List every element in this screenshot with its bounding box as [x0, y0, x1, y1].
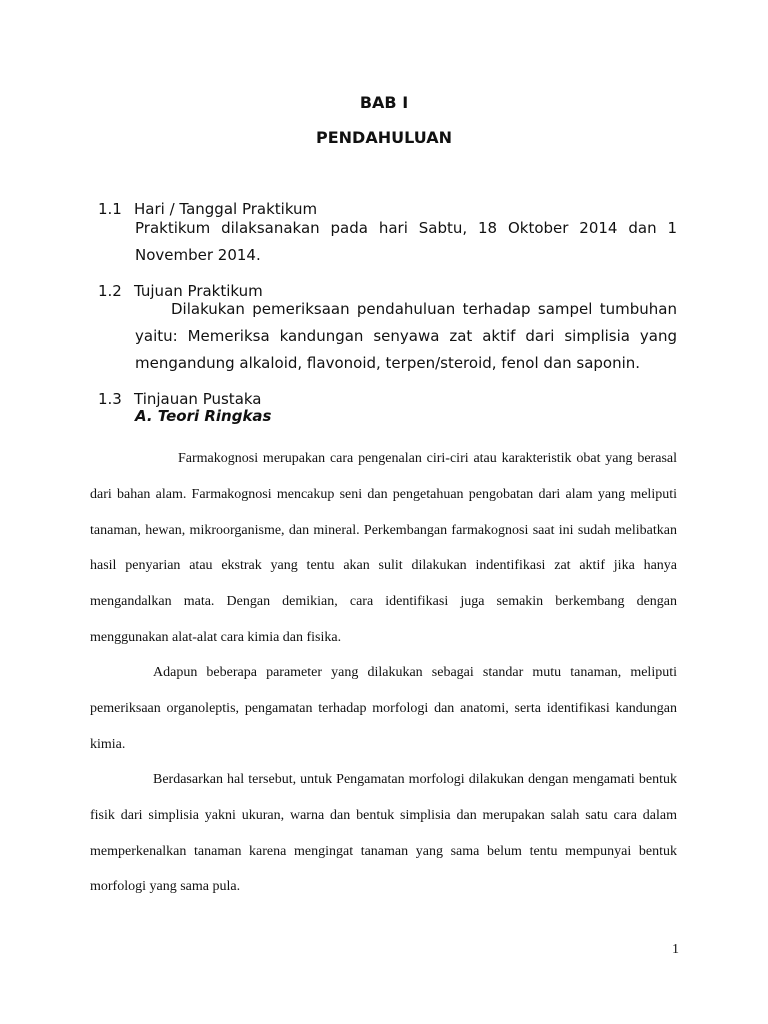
section-heading [98, 390, 262, 408]
section-title: Tujuan Praktikum [134, 282, 263, 300]
theory-paragraph: Farmakognosi merupakan cara pengenalan ciri-ciri atau karakteristik obat yang berasal dari bahan alam. Farmakognosi mencakup seni dan pengetahuan pengobatan dari alam yang meliputi tanaman, hewan, mikroorganisme, dan mineral. Perkembangan farmakognosi saat ini sudah melibatkan hasil penyarian atau ekstrak yang tentu akan sulit dilakukan indentifikasi zat aktif jika hanya mengandalkan mata. Dengan demikian, cara identifikasi juga semakin berkembang dengan menggunakan alat-alat cara kimia dan fisika. [90, 451, 677, 645]
theory-paragraph: Adapun beberapa parameter yang dilakukan sebagai standar mutu tanaman, meliputi pemeriksaan organoleptis, pengamatan terhadap morfologi dan anatomi, serta identifikasi kandungan kimia. [90, 665, 677, 752]
section-number: 1.1 [98, 200, 122, 218]
theory-paragraph: Berdasarkan hal tersebut, untuk Pengamatan morfologi dilakukan dengan mengamati bentuk fisik dari simplisia yakni ukuran, warna dan bentuk simplisia dan merupakan salah satu cara dalam memperkenalkan tanaman karena mengingat tanaman yang sama belum tentu mempunyai bentuk morfologi yang sama pula. [90, 772, 677, 895]
section-title: Hari / Tanggal Praktikum [134, 200, 318, 218]
page-number: 1 [672, 942, 679, 957]
section-number: 1.3 [98, 390, 122, 408]
subheading: A. Teori Ringkas [135, 407, 272, 425]
chapter-label: BAB I [359, 93, 409, 112]
section-title: Tinjauan Pustaka [134, 390, 262, 408]
chapter-title: PENDAHULUAN [316, 128, 452, 147]
section-number: 1.2 [98, 282, 122, 300]
section-body: Praktikum dilaksanakan pada hari Sabtu, 18 Oktober 2014 dan 1 November 2014. [135, 219, 677, 264]
section-body: Dilakukan pemeriksaan pendahuluan terhadap sampel tumbuhan yaitu: Memeriksa kandungan senyawa zat aktif dari simplisia yang mengandung alkaloid, flavonoid, terpen/steroid, fenol dan saponin. [135, 300, 677, 372]
